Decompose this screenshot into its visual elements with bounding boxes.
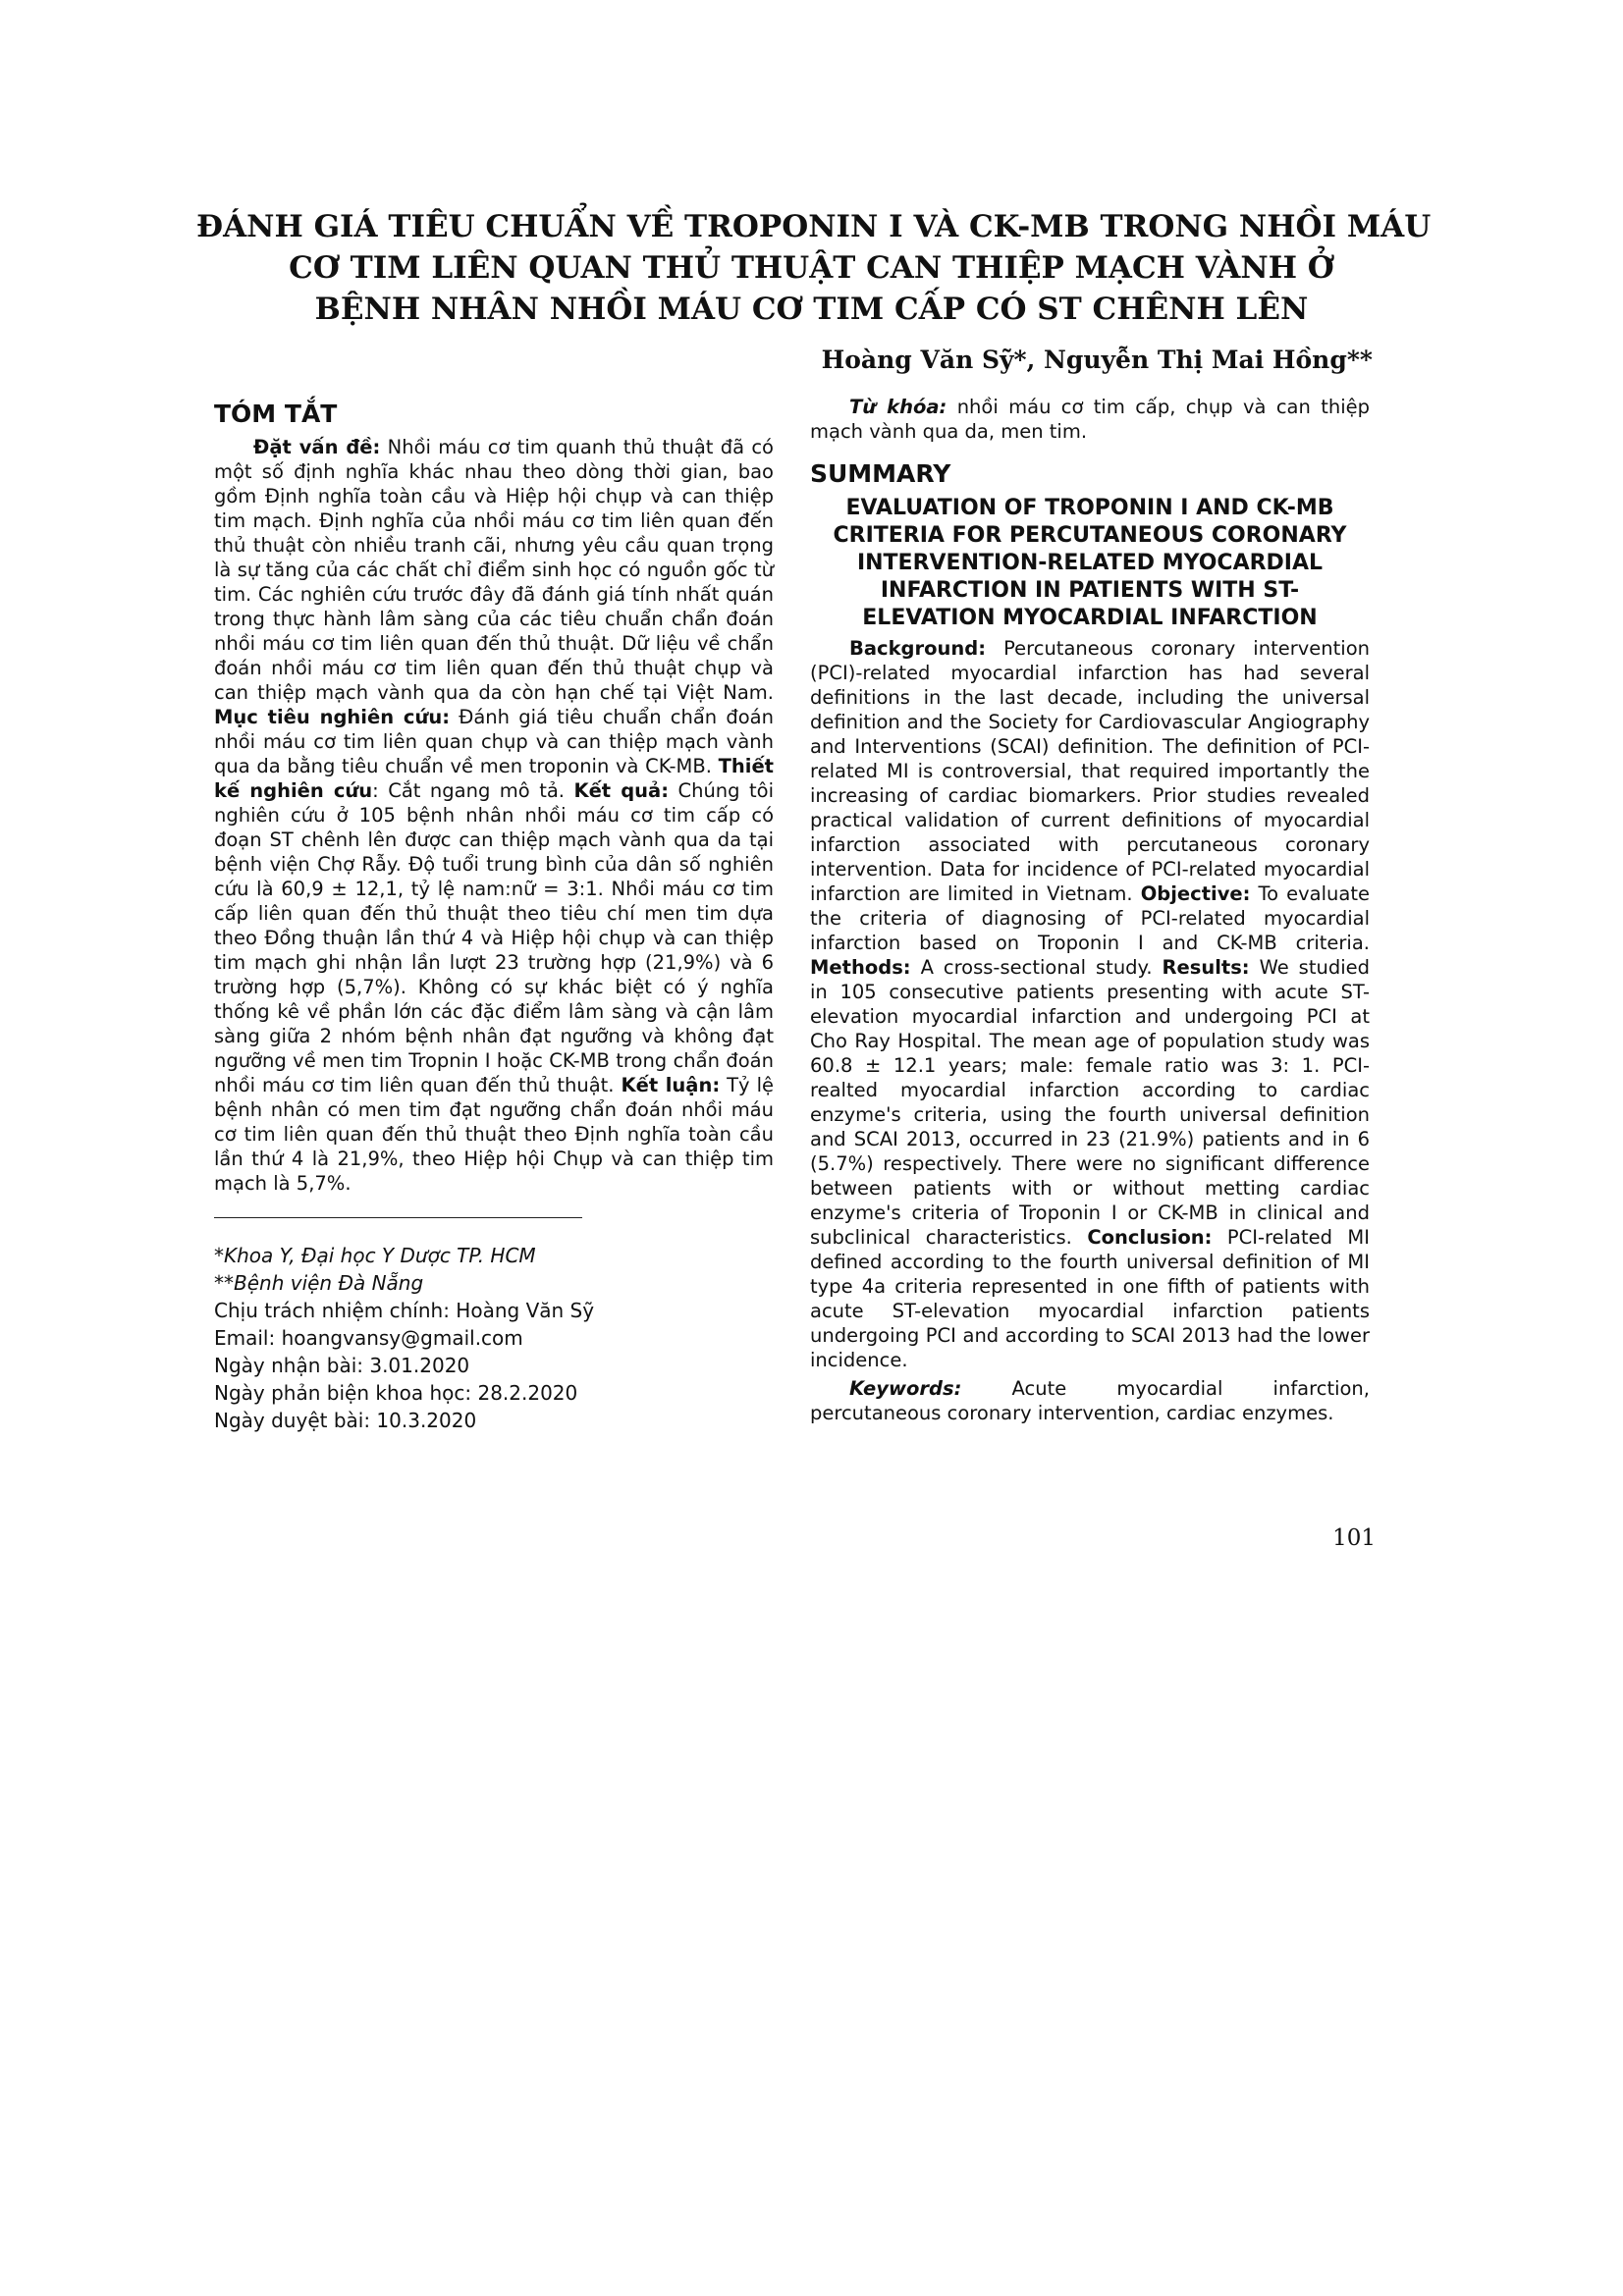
abstract-vi-column	[214, 398, 774, 1434]
keywords-en	[810, 1376, 1370, 1425]
text-design-vi: : Cắt ngang mô tả.	[372, 779, 574, 802]
page-number: 101	[1332, 1525, 1376, 1551]
keywords-en-text: Acute myocardial infarction, percutaneous coronary intervention, cardiac enzymes.	[810, 1377, 1370, 1424]
english-title-line-2: CRITERIA FOR PERCUTANEOUS CORONARY	[833, 523, 1347, 548]
keywords-vi-label: Từ khóa:	[849, 396, 947, 418]
text-objective-en: To evaluate the criteria of diagnosing of PCI-related myocardial infarction based on Troponin I and CK-MB criteria.	[810, 882, 1370, 954]
text-results-vi: Chúng tôi nghiên cứu ở 105 bệnh nhân nhồi máu cơ tim cấp có đoạn ST chênh lên được can thiệp mạch vành qua da tại bệnh viện Chợ Rẫy. Độ tuổi trung bình của dân số nghiên cứu là 60,9 ± 12,1, tỷ lệ nam:nữ = 3:1. Nhồi máu cơ tim cấp liên quan đến thủ thuật theo tiêu chí men tim dựa theo Đồng thuận lần thứ 4 và Hiệp hội chụp và can thiệp tim mạch ghi nhận lần lượt 23 trường hợp (21,9%) và 6 trường hợp (5,7%). Không có sự khác biệt có ý nghĩa thống kê về phần lớn các đặc điểm lâm sàng và cận lâm sàng giữa 2 nhóm bệnh nhân đạt ngưỡng và không đạt ngưỡng về men tim Tropnin I hoặc CK-MB trong chẩn đoán nhồi máu cơ tim liên quan đến thủ thuật.	[214, 779, 775, 1096]
affiliation-1: *Khoa Y, Đại học Y Dược TP. HCM	[214, 1244, 536, 1267]
label-results-vi: Kết quả:	[573, 779, 669, 802]
text-objective-vi: Đánh giá tiêu chuẩn chẩn đoán nhồi máu cơ tim liên quan chụp và can thiệp mạch vành qua da bằng tiêu chuẩn về men troponin và CK-MB.	[214, 706, 774, 777]
label-conclusion-vi: Kết luận:	[621, 1074, 721, 1096]
label-objective-vi: Mục tiêu nghiên cứu:	[214, 706, 451, 728]
label-background-en: Background:	[849, 637, 987, 660]
abstract-vi-heading: TÓM TẮT	[214, 400, 338, 428]
keywords-vi	[810, 395, 1370, 444]
corresponding-author: Chịu trách nhiệm chính: Hoàng Văn Sỹ	[214, 1299, 595, 1322]
email: Email: hoangvansy@gmail.com	[214, 1326, 523, 1350]
text-background-en: Percutaneous coronary intervention (PCI)-related myocardial infarction has had several definitions in the last decade, including the universal definition and the Society for Cardiovascular Angiography and Interventions (SCAI) definition. The definition of PCI-related MI is controversial, that required importantly the increasing of cardiac biomarkers. Prior studies revealed practical validation of current definitions of myocardial infarction associated with percutaneous coronary intervention. Data for incidence of PCI-related myocardial infarction are limited in Vietnam.	[810, 637, 1370, 905]
abstract-en-column	[810, 395, 1370, 1425]
label-objective-en: Objective:	[1140, 882, 1251, 905]
text-methods-en: A cross-sectional study.	[910, 956, 1163, 979]
footnotes	[214, 1242, 774, 1434]
abstract-en-body	[810, 636, 1370, 1372]
text-background-vi: Nhồi máu cơ tim quanh thủ thuật đã có một số định nghĩa khác nhau theo dòng thời gian, bao gồm Định nghĩa toàn cầu và Hiệp hội chụp và can thiệp tim mạch. Định nghĩa của nhồi máu cơ tim liên quan đến thủ thuật còn nhiều tranh cãi, nhưng yêu cầu quan trọng là sự tăng của các chất chỉ điểm sinh học có nguồn gốc từ tim. Các nghiên cứu trước đây đã đánh giá tính nhất quán trong thực hành lâm sàng của các tiêu chuẩn chẩn đoán nhồi máu cơ tim liên quan đến thủ thuật. Dữ liệu về chẩn đoán nhồi máu cơ tim liên quan đến thủ thuật chụp và can thiệp mạch vành qua da còn hạn chế tại Việt Nam.	[214, 436, 774, 704]
english-title-line-3: INTERVENTION-RELATED MYOCARDIAL	[856, 551, 1324, 575]
affiliation-2: **Bệnh viện Đà Nẵng	[214, 1271, 424, 1295]
title-line-1: ĐÁNH GIÁ TIÊU CHUẨN VỀ TROPONIN I VÀ CK-MB TRONG NHỒI MÁU	[196, 209, 1432, 244]
english-title-line-4: INFARCTION IN PATIENTS WITH ST-	[880, 578, 1300, 603]
date-accepted: Ngày duyệt bài: 10.3.2020	[214, 1409, 477, 1432]
title-line-2: CƠ TIM LIÊN QUAN THỦ THUẬT CAN THIỆP MẠCH VÀNH Ở	[289, 250, 1334, 286]
title-line-3: BỆNH NHÂN NHỒI MÁU CƠ TIM CẤP CÓ ST CHÊNH LÊN	[314, 292, 1309, 327]
summary-heading: SUMMARY	[810, 459, 951, 488]
text-conclusion-en: PCI-related MI defined according to the fourth universal definition of MI type 4a criteria represented in one fifth of patients with acute ST-elevation myocardial infarction patients undergoing PCI and according to SCAI 2013 had the lower incidence.	[810, 1226, 1371, 1371]
text-results-en: We studied in 105 consecutive patients presenting with acute ST-elevation myocardial infarction and undergoing PCI at Cho Ray Hospital. The mean age of population study was 60.8 ± 12.1 years; male: female ratio was 3: 1. PCI-realted myocardial infarction according to cardiac enzyme's criteria, using the fourth universal definition and SCAI 2013, occurred in 23 (21.9%) patients and in 6 (5.7%) respectively. There were no significant difference between patients with or without metting cardiac enzyme's criteria of Troponin I or CK-MB in clinical and subclinical characteristics.	[810, 956, 1370, 1249]
abstract-vi-body	[214, 435, 774, 1196]
keywords-vi-text: nhồi máu cơ tim cấp, chụp và can thiệp mạch vành qua da, men tim.	[810, 396, 1370, 443]
label-results-en: Results:	[1162, 956, 1250, 979]
keywords-en-label: Keywords:	[849, 1377, 962, 1400]
label-design-vi: Thiết kế nghiên cứu	[214, 755, 774, 802]
english-title	[810, 495, 1370, 632]
english-title-line-1: EVALUATION OF TROPONIN I AND CK-MB	[845, 496, 1334, 520]
authors: Hoàng Văn Sỹ*, Nguyễn Thị Mai Hồng**	[821, 346, 1373, 374]
date-received: Ngày nhận bài: 3.01.2020	[214, 1354, 470, 1377]
label-background-vi: Đặt vấn đề:	[253, 436, 381, 458]
label-methods-en: Methods:	[810, 956, 911, 979]
date-reviewed: Ngày phản biện khoa học: 28.2.2020	[214, 1381, 578, 1405]
english-title-line-5: ELEVATION MYOCARDIAL INFARCTION	[862, 606, 1318, 630]
text-conclusion-vi: Tỷ lệ bệnh nhân có men tim đạt ngưỡng chẩn đoán nhồi máu cơ tim liên quan đến thủ thuật theo Định nghĩa toàn cầu lần thứ 4 là 21,9%, theo Hiệp hội Chụp và can thiệp tim mạch là 5,7%.	[214, 1074, 775, 1195]
paper-title	[196, 206, 1432, 330]
footnote-divider	[214, 1217, 582, 1218]
label-conclusion-en: Conclusion:	[1087, 1226, 1213, 1249]
